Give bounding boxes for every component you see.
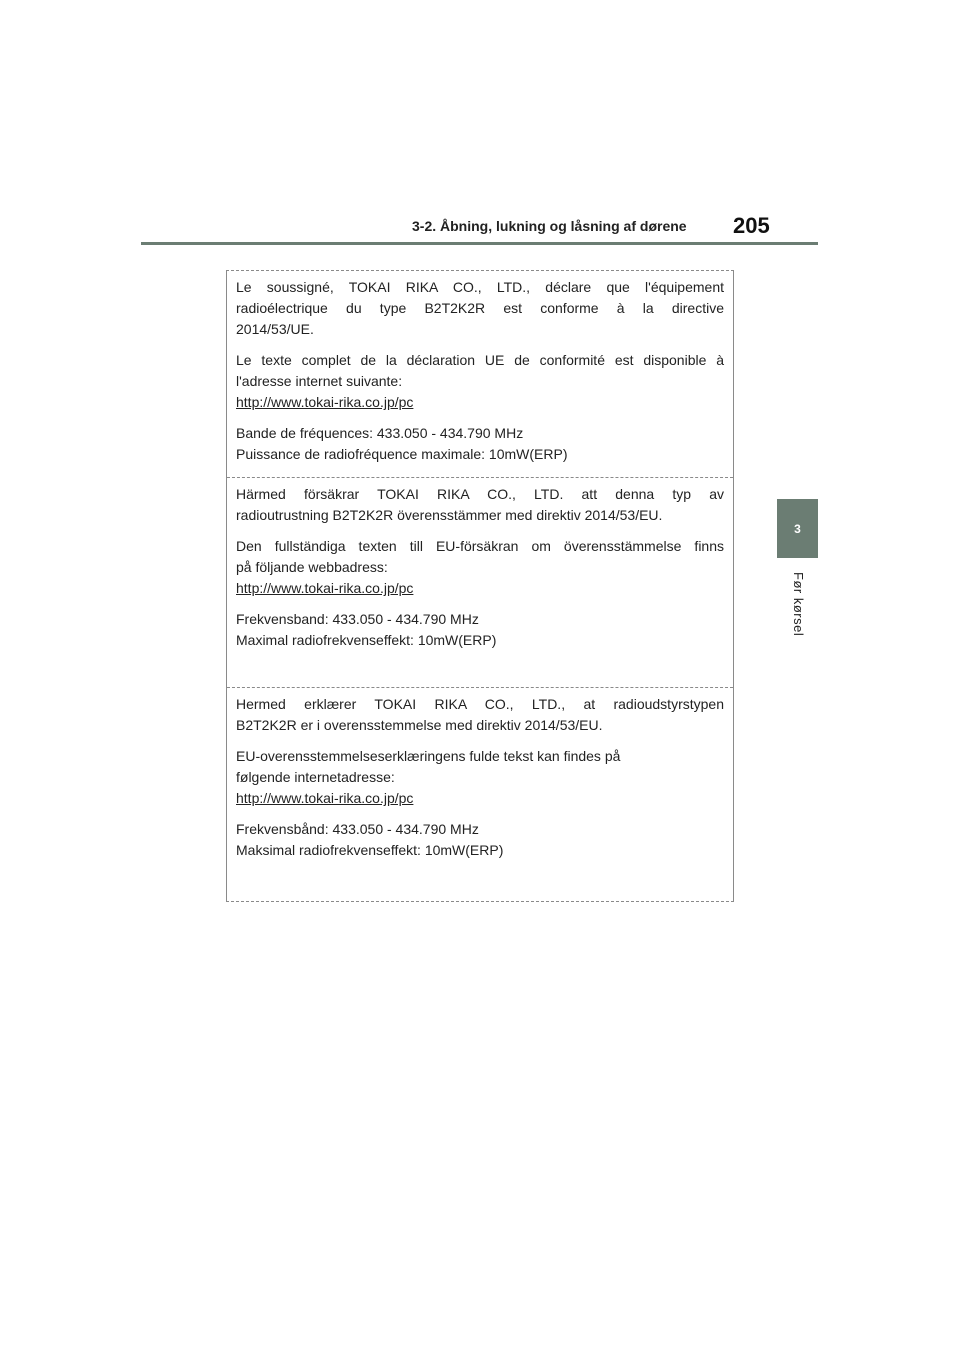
text-line: følgende internetadresse:	[236, 769, 395, 785]
frequency-band-text: Frekvensbånd: 433.050 - 434.790 MHz	[236, 821, 479, 837]
text-line: radioutrustning B2T2K2R överensstämmer med direktiv 2014/53/EU.	[236, 507, 663, 523]
url-paragraph	[236, 350, 724, 413]
chapter-tab-number: 3	[794, 521, 801, 536]
frequency-band-text: Bande de fréquences: 433.050 - 434.790 MHz	[236, 425, 524, 441]
text-line: l'adresse internet suivante:	[236, 373, 403, 389]
text-line: 2014/53/UE.	[236, 321, 314, 337]
max-power-text: Maksimal radiofrekvenseffekt: 10mW(ERP)	[236, 842, 504, 858]
page-number: 205	[733, 213, 770, 238]
max-power-text: Maximal radiofrekvenseffekt: 10mW(ERP)	[236, 632, 497, 648]
page-header	[0, 0, 960, 250]
chapter-tab	[777, 499, 818, 558]
chapter-side-label: Før kørsel	[791, 572, 806, 637]
text-line: EU-overensstemmelseserklæringens fulde tekst kan findes på	[236, 748, 621, 764]
declaration-paragraph	[236, 484, 724, 526]
text-line: på följande webbadress:	[236, 559, 388, 575]
text-line: Den fullständiga texten till EU-försäkran om överensstämmelse finns	[236, 538, 724, 554]
declaration-link[interactable]: http://www.tokai-rika.co.jp/pc	[236, 790, 414, 806]
declaration-section-swedish	[227, 478, 733, 688]
text-line: Le texte complet de la déclaration UE de conformité est disponible à	[236, 352, 724, 368]
declaration-section-danish	[227, 688, 733, 901]
section-title: 3-2. Åbning, lukning og låsning af dørene	[412, 218, 687, 234]
text-line: Le soussigné, TOKAI RIKA CO., LTD., déclare que l'équipement	[236, 279, 724, 295]
frequency-band-text: Frekvensband: 433.050 - 434.790 MHz	[236, 611, 479, 627]
url-paragraph	[236, 746, 724, 809]
declaration-link[interactable]: http://www.tokai-rika.co.jp/pc	[236, 394, 414, 410]
frequency-paragraph	[236, 609, 724, 651]
declaration-paragraph	[236, 277, 724, 340]
url-paragraph	[236, 536, 724, 599]
text-line: Hermed erklærer TOKAI RIKA CO., LTD., at radioudstyrstypen	[236, 696, 724, 712]
header-rule	[141, 242, 818, 245]
text-line: radioélectrique du type B2T2K2R est conforme à la directive	[236, 300, 724, 316]
frequency-paragraph	[236, 819, 724, 861]
declaration-section-french	[227, 271, 733, 478]
declaration-box	[226, 270, 734, 902]
declaration-paragraph	[236, 694, 724, 736]
text-line: B2T2K2R er i overensstemmelse med direktiv 2014/53/EU.	[236, 717, 603, 733]
max-power-text: Puissance de radiofréquence maximale: 10mW(ERP)	[236, 446, 568, 462]
declaration-link[interactable]: http://www.tokai-rika.co.jp/pc	[236, 580, 414, 596]
frequency-paragraph	[236, 423, 724, 465]
text-line: Härmed försäkrar TOKAI RIKA CO., LTD. att denna typ av	[236, 486, 724, 502]
